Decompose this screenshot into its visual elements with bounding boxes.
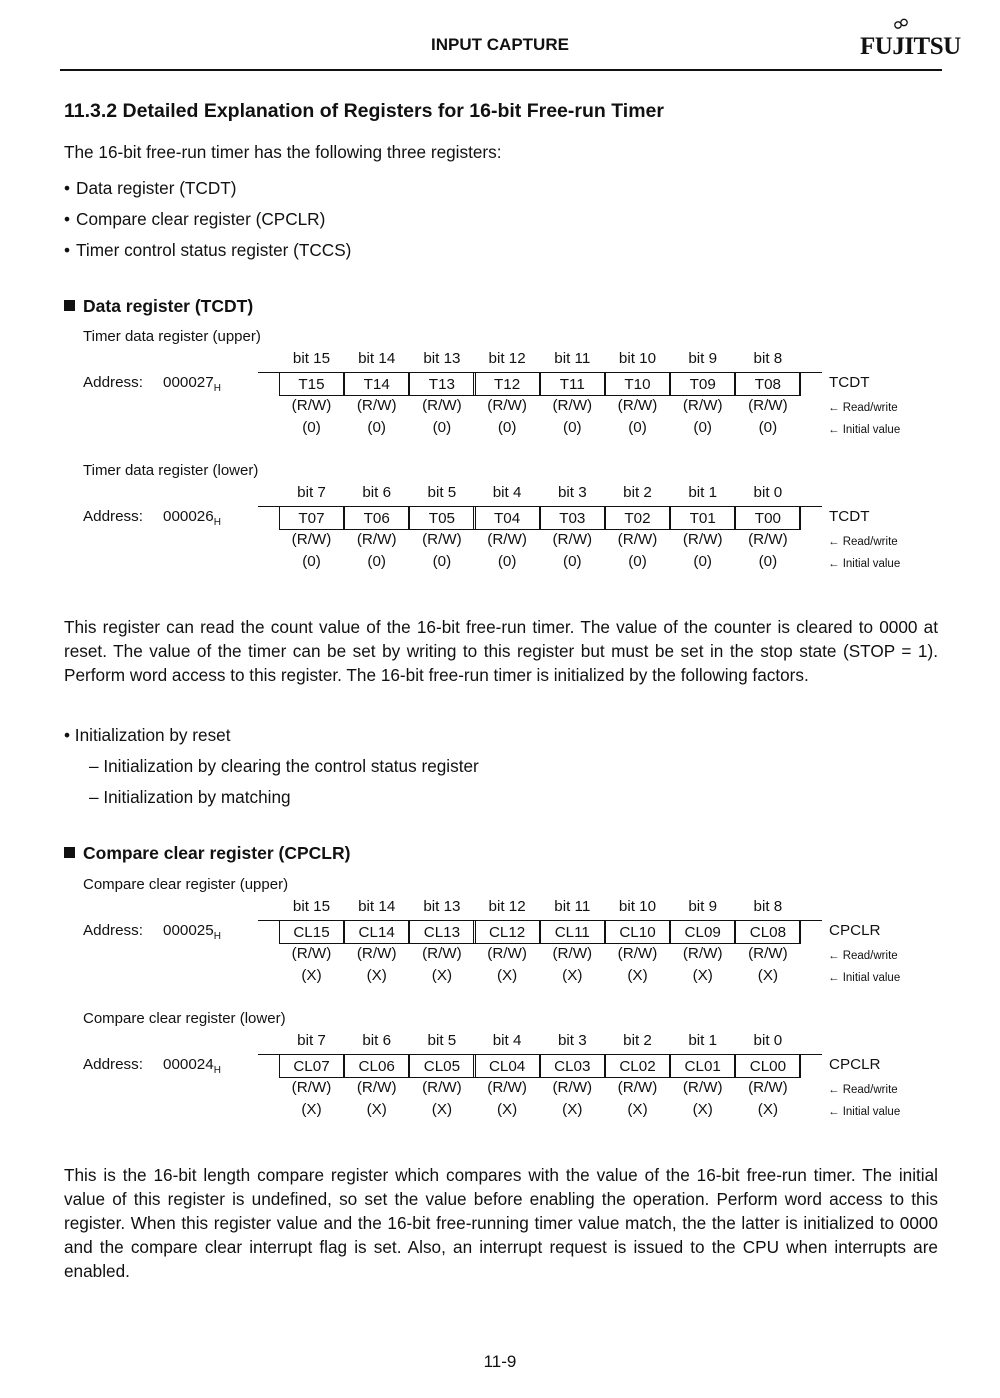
bit-cell: CL09	[670, 920, 735, 944]
initial-value: (0)	[432, 553, 452, 570]
bit-number-label: bit 2	[623, 484, 652, 501]
bit-cell: CL12	[475, 920, 540, 944]
read-write-attribute: (R/W)	[356, 531, 397, 548]
read-write-attribute: (R/W)	[487, 531, 527, 548]
read-write-attribute: (R/W)	[356, 1079, 397, 1096]
initial-value: (X)	[757, 1101, 779, 1118]
register-label: Compare clear register (upper)	[83, 876, 289, 893]
square-bullet-icon	[64, 300, 75, 311]
read-write-attribute: (R/W)	[617, 1079, 658, 1096]
cpclr-description: This is the 16-bit length compare register which compares with the value of the 16-bit free-run timer. The initial value of this register is undefined, so set the value before enabling the operation. Perform word access to this register. When this register value and the 16-bit free-running timer value match, the the latter is initialized to 0000 and the compare clear interrupt flag is set. Also, an interrupt request is issued to the CPU when interrupts are enabled.	[64, 1165, 938, 1281]
register-diagram-tcdt-upper	[0, 328, 950, 443]
bit-number-label: bit 6	[362, 484, 392, 501]
initial-value: (X)	[301, 1101, 322, 1118]
register-right-line	[800, 1054, 822, 1055]
bit-number-label: bit 7	[297, 484, 326, 501]
read-write-attribute: (R/W)	[291, 945, 332, 962]
register-right-line	[800, 372, 822, 373]
bit-number-label: bit 12	[488, 350, 526, 367]
read-write-attribute: (R/W)	[422, 397, 462, 414]
address-value	[163, 374, 221, 394]
bit-number-label: bit 15	[292, 898, 331, 915]
bit-cell: T07	[279, 506, 344, 530]
read-write-attribute: (R/W)	[422, 531, 462, 548]
register-left-line	[258, 372, 280, 373]
svg-text:FUJITSU: FUJITSU	[860, 33, 961, 60]
initial-value: (0)	[628, 553, 647, 570]
bit-number-label: bit 11	[554, 350, 591, 367]
read-write-attribute: (R/W)	[682, 1079, 723, 1096]
initial-value-legend: ← Initial value	[828, 972, 901, 984]
bit-number-label: bit 10	[618, 350, 657, 367]
bit-cell: T04	[475, 506, 540, 530]
bit-number-label: bit 14	[358, 350, 396, 367]
read-write-legend: ← Read/write	[828, 950, 898, 962]
initial-value: (0)	[302, 419, 321, 436]
bit-number-label: bit 6	[362, 1032, 392, 1049]
bit-cell: T09	[670, 372, 735, 396]
initial-value: (0)	[563, 419, 582, 436]
bit-cell: T06	[344, 506, 409, 530]
initial-value: (X)	[366, 1101, 387, 1118]
address-subscript: H	[213, 931, 221, 943]
bit-number-label: bit 10	[618, 898, 657, 915]
tcdt-heading-text: Data register (TCDT)	[83, 296, 254, 316]
register-name: TCDT	[829, 508, 870, 525]
read-write-attribute: (R/W)	[552, 397, 593, 414]
read-write-legend: ← Read/write	[828, 402, 898, 414]
initial-value: (X)	[627, 967, 648, 984]
read-write-attribute: (R/W)	[552, 1079, 593, 1096]
page-header-title: INPUT CAPTURE	[431, 35, 569, 54]
bit-cell: T02	[605, 506, 670, 530]
bit-number-label: bit 5	[427, 484, 457, 501]
initial-value: (X)	[757, 967, 779, 984]
bit-cell: CL01	[670, 1054, 735, 1078]
bit-cell: CL06	[344, 1054, 409, 1078]
read-write-attribute: (R/W)	[552, 531, 593, 548]
bit-cell: CL07	[279, 1054, 344, 1078]
bit-cell: CL11	[540, 920, 605, 944]
bit-cell: CL08	[735, 920, 800, 944]
page-number: 11-9	[483, 1352, 517, 1371]
bit-number-label: bit 0	[753, 484, 783, 501]
address-value	[163, 922, 221, 942]
register-list	[64, 176, 351, 269]
initial-value: (0)	[432, 419, 452, 436]
bit-cell: T05	[409, 506, 474, 530]
bit-cell: T13	[409, 372, 474, 396]
initial-value-legend: ← Initial value	[828, 1106, 901, 1118]
register-name: TCDT	[829, 374, 870, 391]
bit-cell: T08	[735, 372, 800, 396]
register-diagram-tcdt-lower	[0, 462, 950, 577]
register-label: Compare clear register (lower)	[83, 1010, 286, 1027]
list-item: • Data register (TCDT)	[64, 176, 351, 207]
bit-number-label: bit 9	[688, 898, 718, 915]
bit-number-label: bit 2	[623, 1032, 652, 1049]
register-left-line	[258, 506, 280, 507]
initial-value: (0)	[367, 553, 386, 570]
bit-number-label: bit 13	[423, 350, 461, 367]
initial-value: (X)	[692, 967, 713, 984]
read-write-attribute: (R/W)	[617, 945, 658, 962]
initial-value: (X)	[366, 967, 387, 984]
address-value	[163, 508, 221, 528]
read-write-attribute: (R/W)	[748, 397, 788, 414]
initial-value: (X)	[431, 1101, 453, 1118]
init-list-main-text: Initialization by reset	[74, 725, 231, 745]
register-name: CPCLR	[829, 922, 881, 939]
register-left-line	[258, 1054, 280, 1055]
read-write-attribute: (R/W)	[682, 945, 723, 962]
address-number: 000027	[163, 374, 214, 391]
initial-value: (X)	[496, 967, 518, 984]
initial-value: (X)	[562, 967, 583, 984]
read-write-attribute: (R/W)	[748, 1079, 788, 1096]
bit-number-label: bit 4	[492, 484, 522, 501]
init-list-sub: – Initialization by matching	[89, 787, 291, 807]
address-label: Address:	[83, 922, 143, 939]
bit-number-label: bit 14	[358, 898, 396, 915]
initial-value: (0)	[367, 419, 386, 436]
bit-cell: T10	[605, 372, 670, 396]
register-diagram-cpclr-lower	[0, 1010, 950, 1125]
initial-value-legend: ← Initial value	[828, 424, 901, 436]
initial-value: (0)	[693, 419, 712, 436]
address-subscript: H	[213, 1065, 221, 1077]
read-write-legend: ← Read/write	[828, 536, 898, 548]
initial-value-legend: ← Initial value	[828, 558, 901, 570]
bit-number-label: bit 0	[753, 1032, 783, 1049]
list-item: • Timer control status register (TCCS)	[64, 238, 351, 269]
bit-cell: CL13	[409, 920, 474, 944]
read-write-attribute: (R/W)	[422, 945, 462, 962]
address-label: Address:	[83, 374, 143, 391]
bit-number-label: bit 1	[688, 1032, 718, 1049]
bit-cell: CL10	[605, 920, 670, 944]
cpclr-heading	[64, 843, 350, 864]
bit-number-label: bit 3	[557, 1032, 587, 1049]
bit-cell: T01	[670, 506, 735, 530]
read-write-attribute: (R/W)	[487, 1079, 527, 1096]
read-write-attribute: (R/W)	[617, 531, 658, 548]
address-number: 000025	[163, 922, 214, 939]
init-list-main	[64, 723, 231, 747]
read-write-attribute: (R/W)	[291, 1079, 332, 1096]
bit-cell: T00	[735, 506, 800, 530]
bit-number-label: bit 9	[688, 350, 718, 367]
bullet-icon: •	[64, 725, 75, 745]
initial-value: (X)	[496, 1101, 518, 1118]
initial-value: (0)	[497, 553, 517, 570]
address-value	[163, 1056, 221, 1076]
initial-value: (X)	[301, 967, 322, 984]
initial-value: (0)	[758, 419, 778, 436]
initial-value: (X)	[562, 1101, 583, 1118]
bit-number-label: bit 5	[427, 1032, 457, 1049]
bit-number-label: bit 3	[557, 484, 587, 501]
bit-number-label: bit 12	[488, 898, 526, 915]
read-write-attribute: (R/W)	[748, 945, 788, 962]
tcdt-heading	[64, 296, 253, 317]
register-label: Timer data register (lower)	[83, 462, 259, 479]
bit-cell: T11	[540, 372, 605, 396]
read-write-attribute: (R/W)	[748, 531, 788, 548]
bit-cell: CL05	[409, 1054, 474, 1078]
bit-cell: T15	[279, 372, 344, 396]
bit-cell: CL03	[540, 1054, 605, 1078]
square-bullet-icon	[64, 847, 75, 858]
bit-number-label: bit 13	[423, 898, 461, 915]
register-right-line	[800, 920, 822, 921]
bit-cell: T12	[475, 372, 540, 396]
section-title: 11.3.2 Detailed Explanation of Registers for 16-bit Free-run Timer	[64, 100, 664, 122]
initial-value: (0)	[563, 553, 582, 570]
tcdt-description: This register can read the count value of the 16-bit free-run timer. The value of the counter is cleared to 0000 at reset. The value of the timer can be set by writing to this register but must be set in the stop state (STOP = 1). Perform word access to this register. The 16-bit free-run timer is initialized by the following factors.	[64, 617, 938, 685]
bit-cell: CL00	[735, 1054, 800, 1078]
bit-number-label: bit 8	[753, 350, 783, 367]
read-write-attribute: (R/W)	[487, 945, 527, 962]
read-write-attribute: (R/W)	[291, 531, 332, 548]
address-label: Address:	[83, 508, 143, 525]
initial-value: (0)	[628, 419, 647, 436]
init-list-sub: – Initialization by clearing the control status register	[89, 756, 479, 776]
register-label: Timer data register (upper)	[83, 328, 261, 345]
bit-cell: CL14	[344, 920, 409, 944]
bit-cell: CL04	[475, 1054, 540, 1078]
initial-value: (X)	[431, 967, 453, 984]
initial-value: (X)	[627, 1101, 648, 1118]
bit-number-label: bit 11	[554, 898, 591, 915]
register-name: CPCLR	[829, 1056, 881, 1073]
initial-value: (0)	[758, 553, 778, 570]
bit-number-label: bit 7	[297, 1032, 326, 1049]
read-write-legend: ← Read/write	[828, 1084, 898, 1096]
address-label: Address:	[83, 1056, 143, 1073]
initial-value: (0)	[497, 419, 517, 436]
read-write-attribute: (R/W)	[422, 1079, 462, 1096]
initial-value: (0)	[693, 553, 712, 570]
register-left-line	[258, 920, 280, 921]
bit-cell: CL02	[605, 1054, 670, 1078]
bit-number-label: bit 1	[688, 484, 718, 501]
read-write-attribute: (R/W)	[356, 945, 397, 962]
read-write-attribute: (R/W)	[682, 531, 723, 548]
bit-cell: T03	[540, 506, 605, 530]
bit-cell: CL15	[279, 920, 344, 944]
address-subscript: H	[213, 517, 221, 529]
initial-value: (0)	[302, 553, 321, 570]
register-diagram-cpclr-upper	[0, 876, 950, 991]
initial-value: (X)	[692, 1101, 713, 1118]
list-item: • Compare clear register (CPCLR)	[64, 207, 351, 238]
cpclr-heading-text: Compare clear register (CPCLR)	[83, 843, 351, 863]
address-number: 000024	[163, 1056, 214, 1073]
bit-cell: T14	[344, 372, 409, 396]
read-write-attribute: (R/W)	[617, 397, 658, 414]
section-intro: The 16-bit free-run timer has the following three registers:	[64, 142, 502, 162]
read-write-attribute: (R/W)	[487, 397, 527, 414]
read-write-attribute: (R/W)	[356, 397, 397, 414]
bit-number-label: bit 8	[753, 898, 783, 915]
fujitsu-logo	[858, 18, 961, 60]
read-write-attribute: (R/W)	[552, 945, 593, 962]
bit-number-label: bit 15	[292, 350, 331, 367]
read-write-attribute: (R/W)	[291, 397, 332, 414]
read-write-attribute: (R/W)	[682, 397, 723, 414]
address-subscript: H	[213, 383, 221, 395]
bit-number-label: bit 4	[492, 1032, 522, 1049]
address-number: 000026	[163, 508, 214, 525]
register-right-line	[800, 506, 822, 507]
header-rule	[60, 69, 942, 71]
